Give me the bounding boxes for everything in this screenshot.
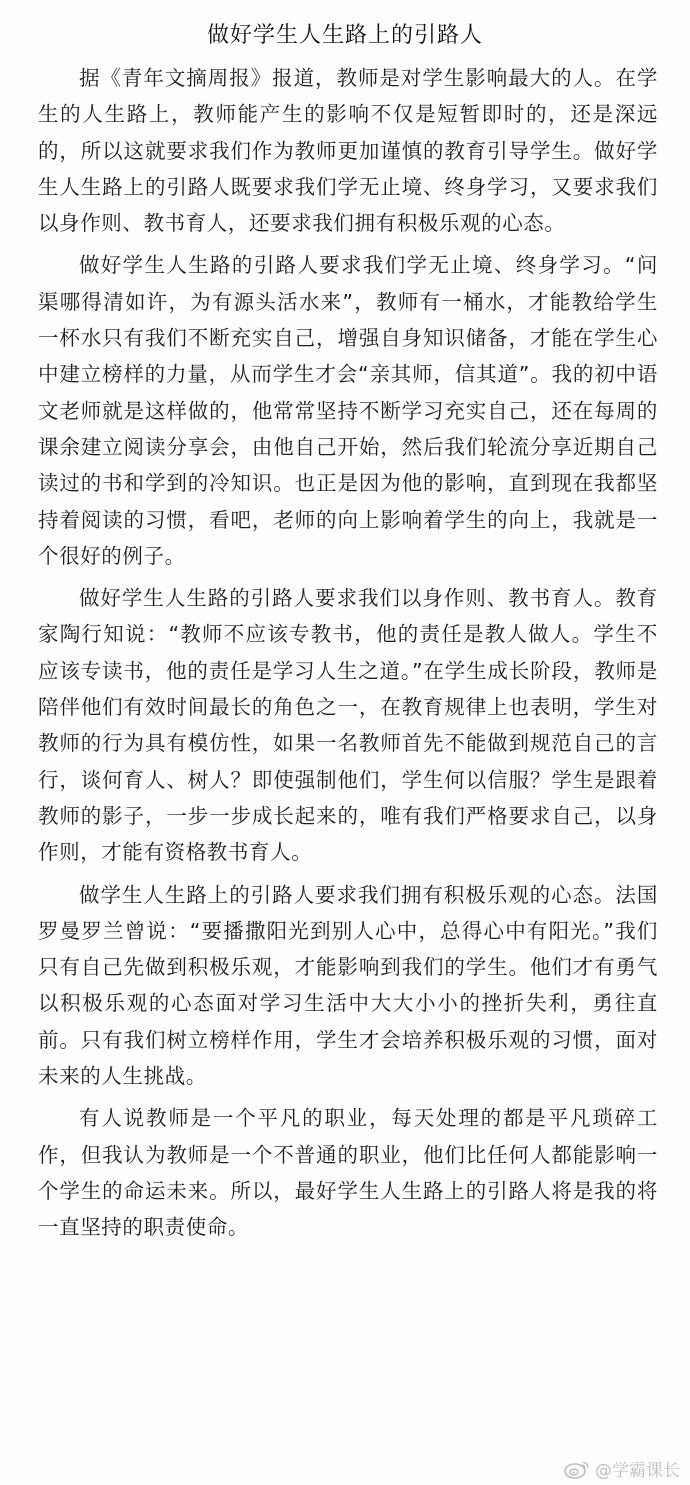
article-body — [38, 60, 658, 1252]
paragraph-conclusion: 有人说教师是一个平凡的职业，每天处理的都是平凡琐碎工作，但我认为教师是一个不普通的职业，他们比任何人都能影响一个学生的命运未来。所以，最好学生人生路上的引路人将是我的将一直坚持的职责使命。 — [38, 1106, 658, 1240]
paragraph-optimism: 做学生人生路上的引路人要求我们拥有积极乐观的心态。法国罗曼罗兰曾说：“要播撒阳光到别人心中，总得心中有阳光。”我们只有自己先做到积极乐观，才能影响到我们的学生。他们才有勇气以积极乐观的心态面对学习生活中大大小小的挫折失利，勇往直前。只有我们树立榜样作用，学生才会培养积极乐观的习惯，面对未来的人生挑战。 — [38, 882, 658, 1089]
paragraph-lead-by-example: 做好学生人生路的引路人要求我们以身作则、教书育人。教育家陶行知说：“教师不应该专教书，他的责任是教人做人。学生不应该专读书，他的责任是学习人生之道。”在学生成长阶段，教师是陪伴他们有效时间最长的角色之一，在教育规律上也表明，学生对教师的行为具有模仿性，如果一名教师首先不能做到规范自己的言行，谈何育人、树人？即使强制他们，学生何以信服？学生是跟着教师的影子，一步一步成长起来的，唯有我们严格要求自己，以身作则，才能有资格教书育人。 — [38, 586, 658, 865]
paragraph-intro: 据《青年文摘周报》报道，教师是对学生影响最大的人。在学生的人生路上，教师能产生的影响不仅是短暂即时的，还是深远的，所以这就要求我们作为教师更加谨慎的教育引导学生。做好学生人生路上的引路人既要求我们学无止境、终身学习，又要求我们以身作则、教书育人，还要求我们拥有积极乐观的心态。 — [38, 66, 658, 236]
watermark-text: @学霸课长 — [595, 1461, 680, 1481]
weibo-logo-icon — [563, 1459, 591, 1479]
document-title: 做好学生人生路上的引路人 — [206, 23, 483, 48]
paragraph-lifelong-learning: 做好学生人生路的引路人要求我们学无止境、终身学习。“问渠哪得清如许，为有源头活水来”，教师有一桶水，才能教给学生一杯水只有我们不断充实自己，增强自身知识储备，才能在学生心中建立榜样的力量，从而学生才会“亲其师，信其道”。我的初中语文老师就是这样做的，他常常坚持不断学习充实自己，还在每周的课余建立阅读分享会，由他自己开始，然后我们轮流分享近期自己读过的书和学到的冷知识。也正是因为他的影响，直到现在我都坚持着阅读的习惯，看吧，老师的向上影响着学生的向上，我就是一个很好的例子。 — [38, 253, 658, 568]
watermark — [563, 1456, 680, 1481]
